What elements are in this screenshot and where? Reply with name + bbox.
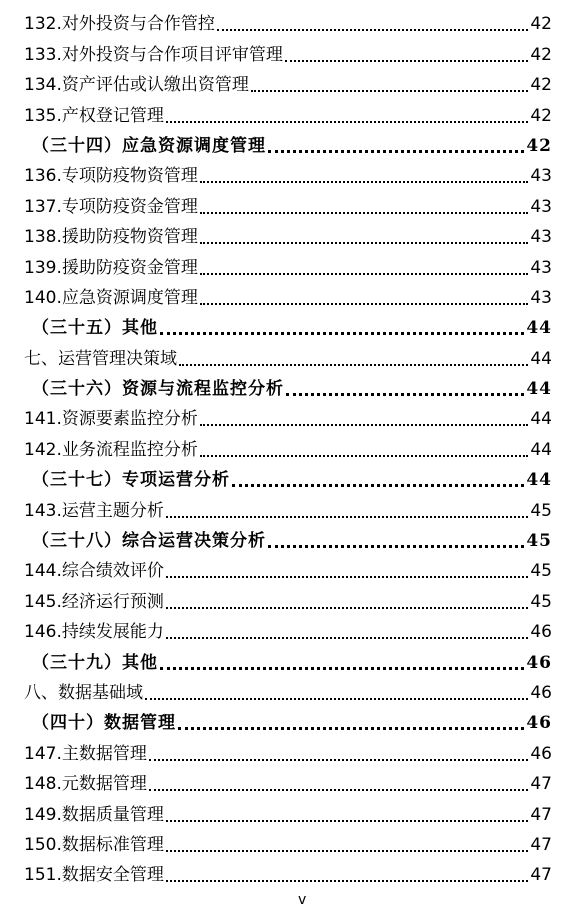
toc-entry-title: 135.产权登记管理	[24, 105, 164, 126]
toc-entry-title: 146.持续发展能力	[24, 622, 164, 643]
toc-entry-title: 147.主数据管理	[24, 743, 147, 764]
toc-entry[interactable]	[24, 737, 552, 767]
toc-entry-title: 139.援助防疫资金管理	[24, 257, 198, 278]
dot-leader	[200, 181, 529, 183]
toc-entry[interactable]	[24, 829, 552, 859]
toc-subsection[interactable]	[24, 312, 552, 342]
toc-subsection-title: （三十四）应急资源调度管理	[32, 135, 266, 156]
toc-subsection-page: 44	[526, 470, 552, 491]
toc-entry-page: 47	[530, 834, 552, 855]
dot-leader	[200, 212, 529, 214]
dot-leader	[166, 820, 529, 822]
toc-entry[interactable]	[24, 38, 552, 68]
toc-entry[interactable]	[24, 585, 552, 615]
toc-subsection[interactable]	[24, 525, 552, 555]
toc-entry-title: 134.资产评估或认缴出资管理	[24, 75, 249, 96]
toc-entry-title: 150.数据标准管理	[24, 834, 164, 855]
toc-section-page: 46	[530, 682, 552, 703]
toc-entry-title: 145.经济运行预测	[24, 591, 164, 612]
dot-leader	[160, 332, 524, 335]
dot-leader	[166, 850, 529, 852]
toc-entry[interactable]	[24, 8, 552, 38]
toc-entry-page: 42	[530, 75, 552, 96]
toc-section[interactable]	[24, 342, 552, 372]
dot-leader	[200, 273, 529, 275]
toc-entry-title: 143.运营主题分析	[24, 500, 164, 521]
toc-entry-title: 133.对外投资与合作项目评审管理	[24, 44, 283, 65]
toc-subsection-title: （四十）数据管理	[32, 713, 176, 734]
dot-leader	[200, 455, 529, 457]
dot-leader	[268, 150, 524, 153]
toc-subsection[interactable]	[24, 707, 552, 737]
toc-entry-page: 47	[530, 774, 552, 795]
dot-leader	[166, 121, 529, 123]
toc-subsection-page: 46	[526, 652, 552, 673]
dot-leader	[166, 637, 529, 639]
toc-entry-title: 144.综合绩效评价	[24, 561, 164, 582]
toc-subsection[interactable]	[24, 130, 552, 160]
dot-leader	[166, 516, 529, 518]
toc-entry-title: 141.资源要素监控分析	[24, 409, 198, 430]
toc-subsection-page: 44	[526, 379, 552, 400]
dot-leader	[200, 242, 529, 244]
toc-subsection-page: 45	[526, 531, 552, 552]
toc-entry[interactable]	[24, 69, 552, 99]
dot-leader	[200, 424, 529, 426]
toc-entry-title: 149.数据质量管理	[24, 804, 164, 825]
toc-section[interactable]	[24, 677, 552, 707]
toc-entry[interactable]	[24, 221, 552, 251]
toc-entry[interactable]	[24, 99, 552, 129]
toc-entry-page: 44	[530, 439, 552, 460]
toc-entry[interactable]	[24, 282, 552, 312]
toc-entry-title: 151.数据安全管理	[24, 865, 164, 886]
toc-entry-title: 138.援助防疫物资管理	[24, 227, 198, 248]
dot-leader	[217, 29, 529, 31]
dot-leader	[178, 727, 524, 730]
toc-entry-page: 45	[530, 500, 552, 521]
toc-entry-page: 42	[530, 44, 552, 65]
dot-leader	[285, 60, 529, 62]
toc-section-title: 七、运营管理决策域	[24, 348, 177, 369]
toc-entry-page: 43	[530, 166, 552, 187]
toc-entry[interactable]	[24, 433, 552, 463]
dot-leader	[286, 393, 524, 396]
toc-subsection-page: 46	[526, 713, 552, 734]
dot-leader	[268, 545, 524, 548]
toc-entry[interactable]	[24, 798, 552, 828]
dot-leader	[251, 90, 529, 92]
toc-entry[interactable]	[24, 768, 552, 798]
toc-entry[interactable]	[24, 190, 552, 220]
toc-subsection-title: （三十八）综合运营决策分析	[32, 531, 266, 552]
toc-subsection-page: 42	[526, 135, 552, 156]
dot-leader	[166, 607, 529, 609]
toc-entry[interactable]	[24, 403, 552, 433]
toc-entry-title: 136.专项防疫物资管理	[24, 166, 198, 187]
toc-entry-page: 43	[530, 196, 552, 217]
toc-entry-page: 46	[530, 622, 552, 643]
dot-leader	[200, 303, 529, 305]
toc-entry-page: 42	[530, 14, 552, 35]
toc-entry-title: 140.应急资源调度管理	[24, 287, 198, 308]
toc-subsection-title: （三十六）资源与流程监控分析	[32, 379, 284, 400]
toc-subsection-title: （三十九）其他	[32, 652, 158, 673]
page-number-mark: v	[298, 892, 307, 908]
toc-section-title: 八、数据基础域	[24, 682, 143, 703]
dot-leader	[166, 576, 529, 578]
toc-section-page: 44	[530, 348, 552, 369]
toc-entry-page: 43	[530, 257, 552, 278]
toc-subsection[interactable]	[24, 646, 552, 676]
dot-leader	[149, 789, 529, 791]
toc-entry[interactable]	[24, 616, 552, 646]
toc-subsection-title: （三十七）专项运营分析	[32, 470, 230, 491]
toc-entry-page: 44	[530, 409, 552, 430]
toc-entry-title: 142.业务流程监控分析	[24, 439, 198, 460]
toc-entry[interactable]	[24, 160, 552, 190]
toc-entry-page: 43	[530, 227, 552, 248]
dot-leader	[145, 698, 528, 700]
toc-entry[interactable]	[24, 555, 552, 585]
toc-entry-page: 46	[530, 743, 552, 764]
toc-entry-page: 45	[530, 591, 552, 612]
toc-subsection-title: （三十五）其他	[32, 318, 158, 339]
dot-leader	[179, 364, 528, 366]
toc-subsection[interactable]	[24, 373, 552, 403]
dot-leader	[149, 759, 529, 761]
toc-entry-page: 47	[530, 804, 552, 825]
toc-entry-page: 45	[530, 561, 552, 582]
toc-entry-page: 43	[530, 287, 552, 308]
toc-entry-page: 47	[530, 865, 552, 886]
toc-subsection[interactable]	[24, 464, 552, 494]
toc-entry-title: 132.对外投资与合作管控	[24, 14, 215, 35]
toc-entry[interactable]	[24, 494, 552, 524]
dot-leader	[160, 667, 524, 670]
toc-subsection-page: 44	[526, 318, 552, 339]
toc-entry-title: 137.专项防疫资金管理	[24, 196, 198, 217]
dot-leader	[232, 484, 524, 487]
table-of-contents	[24, 8, 552, 889]
toc-entry-title: 148.元数据管理	[24, 774, 147, 795]
toc-entry[interactable]	[24, 859, 552, 889]
toc-entry[interactable]	[24, 251, 552, 281]
dot-leader	[166, 880, 529, 882]
toc-entry-page: 42	[530, 105, 552, 126]
